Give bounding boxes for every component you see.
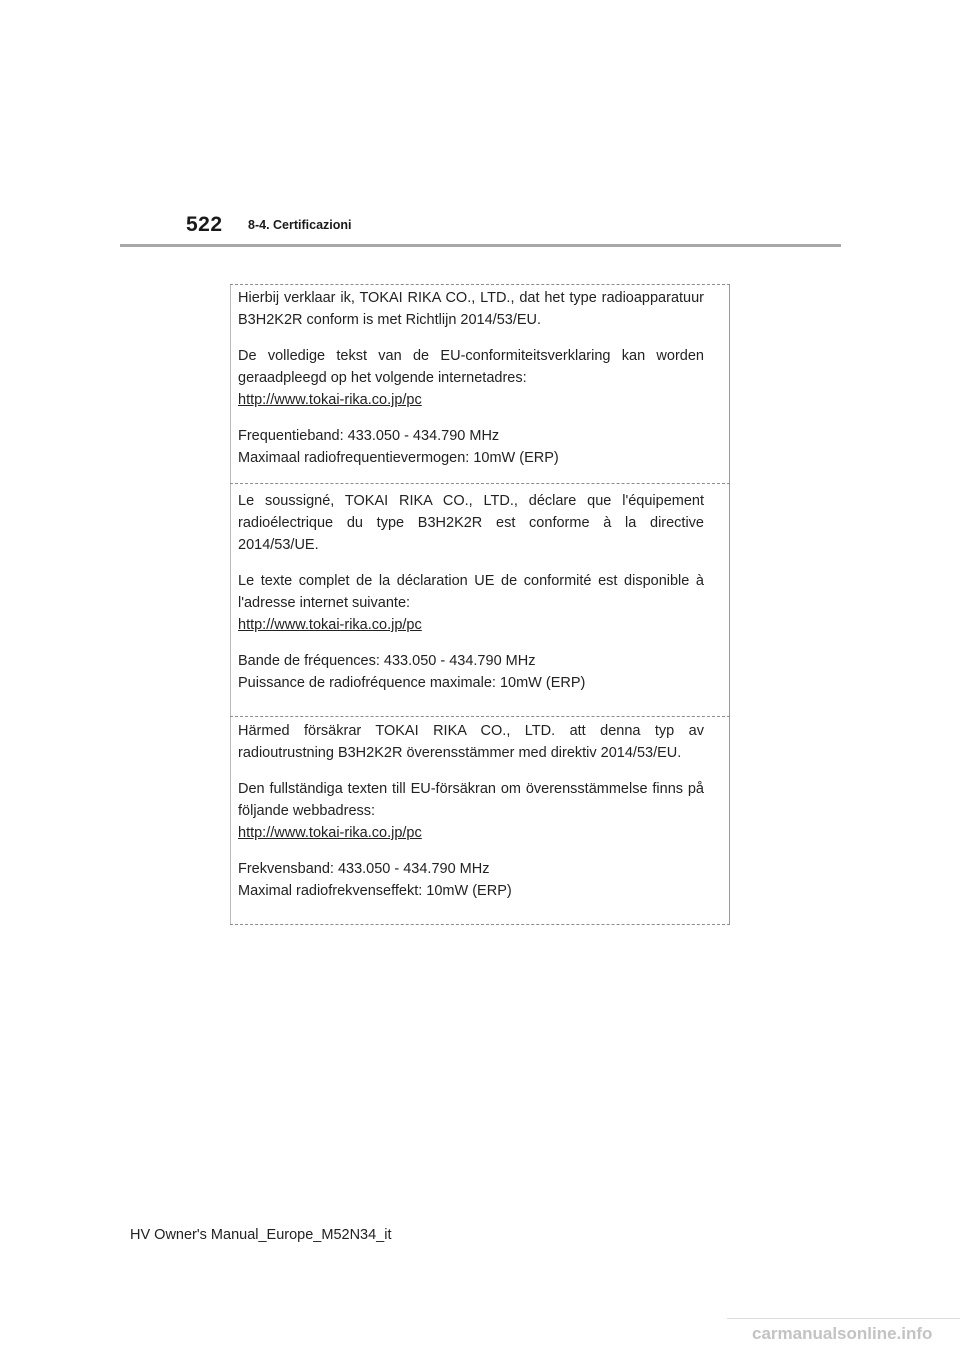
- declaration-text: Le soussigné, TOKAI RIKA CO., LTD., déclare que l'équipement radioélectrique du type B3H2K2R est conforme à la directive 2014/53/UE.: [238, 493, 704, 553]
- declaration-text: Hierbij verklaar ik, TOKAI RIKA CO., LTD., dat het type radioapparatuur B3H2K2R conform is met Richtlijn 2014/53/EU.: [238, 290, 704, 328]
- box-bottom-border: [230, 924, 730, 925]
- footer-manual-id: HV Owner's Manual_Europe_M52N34_it: [130, 1227, 392, 1243]
- frequency-band: Frekvensband: 433.050 - 434.790 MHz: [238, 861, 490, 877]
- declaration-link[interactable]: http://www.tokai-rika.co.jp/pc: [238, 392, 422, 408]
- section-french: [238, 490, 704, 694]
- section-divider-2: [230, 716, 730, 717]
- max-power: Maximal radiofrekvenseffekt: 10mW (ERP): [238, 883, 512, 899]
- declaration-text: Härmed försäkrar TOKAI RIKA CO., LTD. att denna typ av radioutrustning B3H2K2R överensstämmer med direktiv 2014/53/EU.: [238, 723, 704, 761]
- header-rule: [120, 244, 841, 247]
- section-title: 8-4. Certificazioni: [248, 218, 352, 232]
- max-power: Maximaal radiofrequentievermogen: 10mW (ERP): [238, 450, 559, 466]
- frequency-band: Frequentieband: 433.050 - 434.790 MHz: [238, 428, 500, 444]
- box-top-border: [230, 284, 730, 285]
- max-power: Puissance de radiofréquence maximale: 10mW (ERP): [238, 675, 586, 691]
- section-divider-1: [230, 483, 730, 484]
- watermark: carmanualsonline.info: [752, 1324, 933, 1343]
- full-text-notice: Le texte complet de la déclaration UE de conformité est disponible à l'adresse internet suivante:: [238, 573, 704, 611]
- page-number: 522: [186, 213, 223, 236]
- declaration-link[interactable]: http://www.tokai-rika.co.jp/pc: [238, 825, 422, 841]
- section-dutch: [238, 287, 704, 469]
- watermark-rule: [727, 1318, 960, 1319]
- section-swedish: [238, 720, 704, 902]
- full-text-notice: Den fullständiga texten till EU-försäkran om överensstämmelse finns på följande webbadress:: [238, 781, 704, 819]
- frequency-band: Bande de fréquences: 433.050 - 434.790 MHz: [238, 653, 536, 669]
- declaration-link[interactable]: http://www.tokai-rika.co.jp/pc: [238, 617, 422, 633]
- full-text-notice: De volledige tekst van de EU-conformiteitsverklaring kan worden geraadpleegd op het volgende internetadres:: [238, 348, 704, 386]
